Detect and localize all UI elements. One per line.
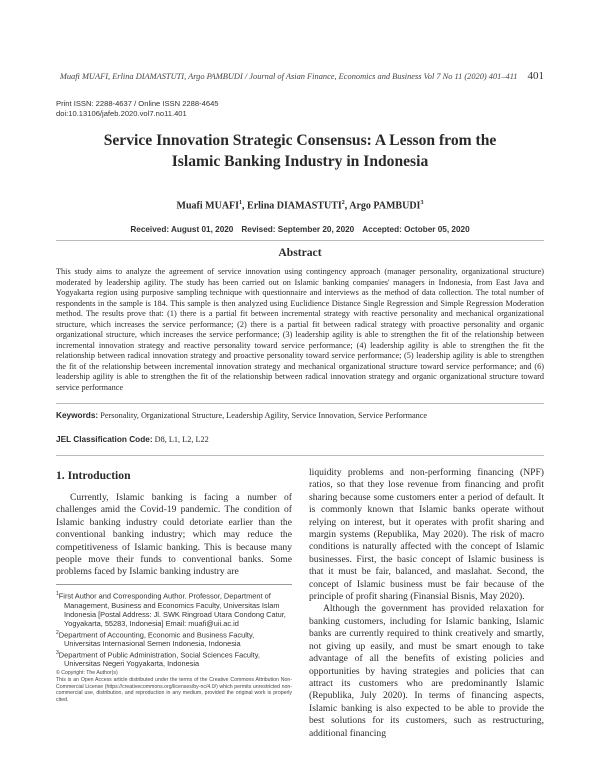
doi-line[interactable]: doi:10.13106/jafeb.2020.vol7.no11.401 <box>56 109 187 118</box>
footnote-1 <box>56 590 292 629</box>
issn-block <box>56 99 219 119</box>
author-list: Muafi MUAFI$^1$, Erlina DIAMASTUTI$^2$, Argo PAMBUDI$^3$ <box>176 200 424 212</box>
intro-paragraph-2: liquidity problems and non-performing financing (NPF) ratios, so that they lose revenue from financing and profit sharing because some customers enter a period of default. It is commonly known that Islamic banks operate without relying on interest, but it operates with profit sharing and margin systems (Republika, May 2020). The risk of macro conditions is naturally affected with the concept of Islamic businesses. First, the basic concept of Islamic business is that it must be fair, balanced, and maslahat. Second, the concept of Islamic business must be fair because of the principle of profit sharing (Finansial Bisnis, May 2020). <box>309 467 544 603</box>
title-line-2: Islamic Banking Industry in Indonesia <box>171 153 429 170</box>
jel-label: JEL Classification Code: <box>56 435 153 444</box>
paper-title <box>56 130 544 172</box>
abstract-text: This study aims to analyze the agreement of service innovation using contingency approach (manager personality, organizational structure) moderated by leadership agility. The study has been carried out on Islamic banking companies' managers in Indonesia, from East Java and Yogyakarta region using purposive sampling technique with questionnaire and interviews as the method of data collection. The total number of respondents in the sample is 184. This sample is then analyzed using Euclidience Distance Single Regression and Simple Regression Moderation method. The results prove that: (1) there is a partial fit between incremental strategy with reactive personality and mechanical organizational structure, which increases the service performance; (2) there is a partial fit between radical strategy with proactive personality and organic organizational structure, which increases the service performance; (3) leadership agility is able to strengthen the fit of the relationship between incremental innovation strategy and reactive personality toward service performance; (4) leadership agility is able to strengthen the fit the relationship between radical innovation strategy and proactive personality toward service performance; (5) leadership agility is able to strengthen the fit of the relationship between incremental innovation strategy and mechanical organizational structure toward service performance; and (6) leadership agility is able to strengthen the fit of the relationship between radical innovation strategy and organic organizational structure toward service performance <box>56 267 544 393</box>
license-text: This is an Open Access article distributed under the terms of the Creative Commons Attribution Non-Commercial License (https://creativecommons.org/licenses/by-nc/4.0/) which permits unrestricted non-commercial use, distribution, and reproduction in any medium, provided the original work is properly cited. <box>56 676 292 704</box>
footnote-2 <box>56 629 292 649</box>
jel-codes: D8, L1, L2, L22 <box>154 435 209 444</box>
footnote-3 <box>56 649 292 669</box>
jel-classification <box>56 435 544 444</box>
title-line-1: Service Innovation Strategic Consensus: A Lesson from the <box>103 132 497 149</box>
accepted-date: Accepted: October 05, 2020 <box>362 225 470 234</box>
running-header <box>56 70 544 82</box>
footnote-3-marker: 3 <box>56 649 59 656</box>
footnote-1-text: First Author and Corresponding Author. Professor, Department of Management, Business and Economics Faculty, Universitas Islam Indonesia [Postal Address: Jl. SWK Ringroad Utara Condong Catur, Yogyakarta, 55283, Indonesia] Email: muafi@uii.ac.id <box>58 591 286 629</box>
introduction-heading: 1. Introduction <box>56 469 131 482</box>
footnote-2-marker: 2 <box>56 629 59 636</box>
author-3-affiliation: 3 <box>420 200 424 206</box>
copyright-line: © Copyright: The Author(s) <box>56 670 118 676</box>
right-column <box>309 467 544 740</box>
left-column <box>56 492 292 579</box>
author-3: Argo PAMBUDI <box>349 200 421 212</box>
author-1: Muafi MUAFI <box>176 200 240 212</box>
issn-line: Print ISSN: 2288-4637 / Online ISSN 2288-4645 <box>56 99 219 108</box>
publication-dates <box>56 225 544 234</box>
footnote-2-text: Department of Accounting, Economic and Business Faculty, Universitas Internasional Semen Indonesia, Indonesia <box>58 630 255 649</box>
keywords <box>56 411 544 420</box>
author-1-affiliation: 1 <box>239 200 243 206</box>
keywords-text: Personality, Organizational Structure, Leadership Agility, Service Innovation, Service Performance <box>100 411 428 420</box>
footnotes <box>56 590 292 669</box>
running-header-text: Muafi MUAFI, Erlina DIAMASTUTI, Argo PAMBUDI / Journal of Asian Finance, Economics and Business Vol 7 No 11 (2020) 401–411 <box>59 72 518 81</box>
copyright-notice <box>56 670 292 704</box>
footnote-1-marker: 1 <box>56 591 59 597</box>
revised-date: Revised: September 20, 2020 <box>241 225 355 234</box>
divider-top <box>56 240 544 241</box>
page-number: 401 <box>527 70 544 82</box>
author-2: Erlina DIAMASTUTI <box>247 200 342 212</box>
divider-body <box>56 455 544 456</box>
received-date: Received: August 01, 2020 <box>130 225 234 234</box>
abstract-heading: Abstract <box>278 246 322 259</box>
footnote-divider <box>56 584 292 585</box>
keywords-label: Keywords: <box>56 411 99 420</box>
divider-abstract <box>56 403 544 404</box>
author-2-affiliation: 2 <box>341 200 345 206</box>
intro-paragraph-3: Although the government has provided relaxation for banking customers, including for Islamic banking, Islamic banks are currently required to think creatively and smartly, not giving up easily, and must be smart enough to take advantage of all the benefits of existing policies and opportunities by having strategies and policies that can attract its customers who are predominantly Islamic (Republika, July 2020). In terms of financing aspects, Islamic banking is also expected to be able to provide the best solutions for its customers, such as restructuring, additional financing <box>309 603 544 739</box>
footnote-3-text: Department of Public Administration, Social Sciences Faculty, Universitas Negeri Yogyakarta, Indonesia <box>58 650 260 669</box>
intro-paragraph-1: Currently, Islamic banking is facing a number of challenges amid the Covid-19 pandemic. The condition of Islamic banking industry could detoriate earlier than the conventional banking industry; which may reduce the competitiveness of Islamic banking. This is because many people move their funds to conventional banks. Some problems faced by Islamic banking industry are <box>56 492 292 578</box>
